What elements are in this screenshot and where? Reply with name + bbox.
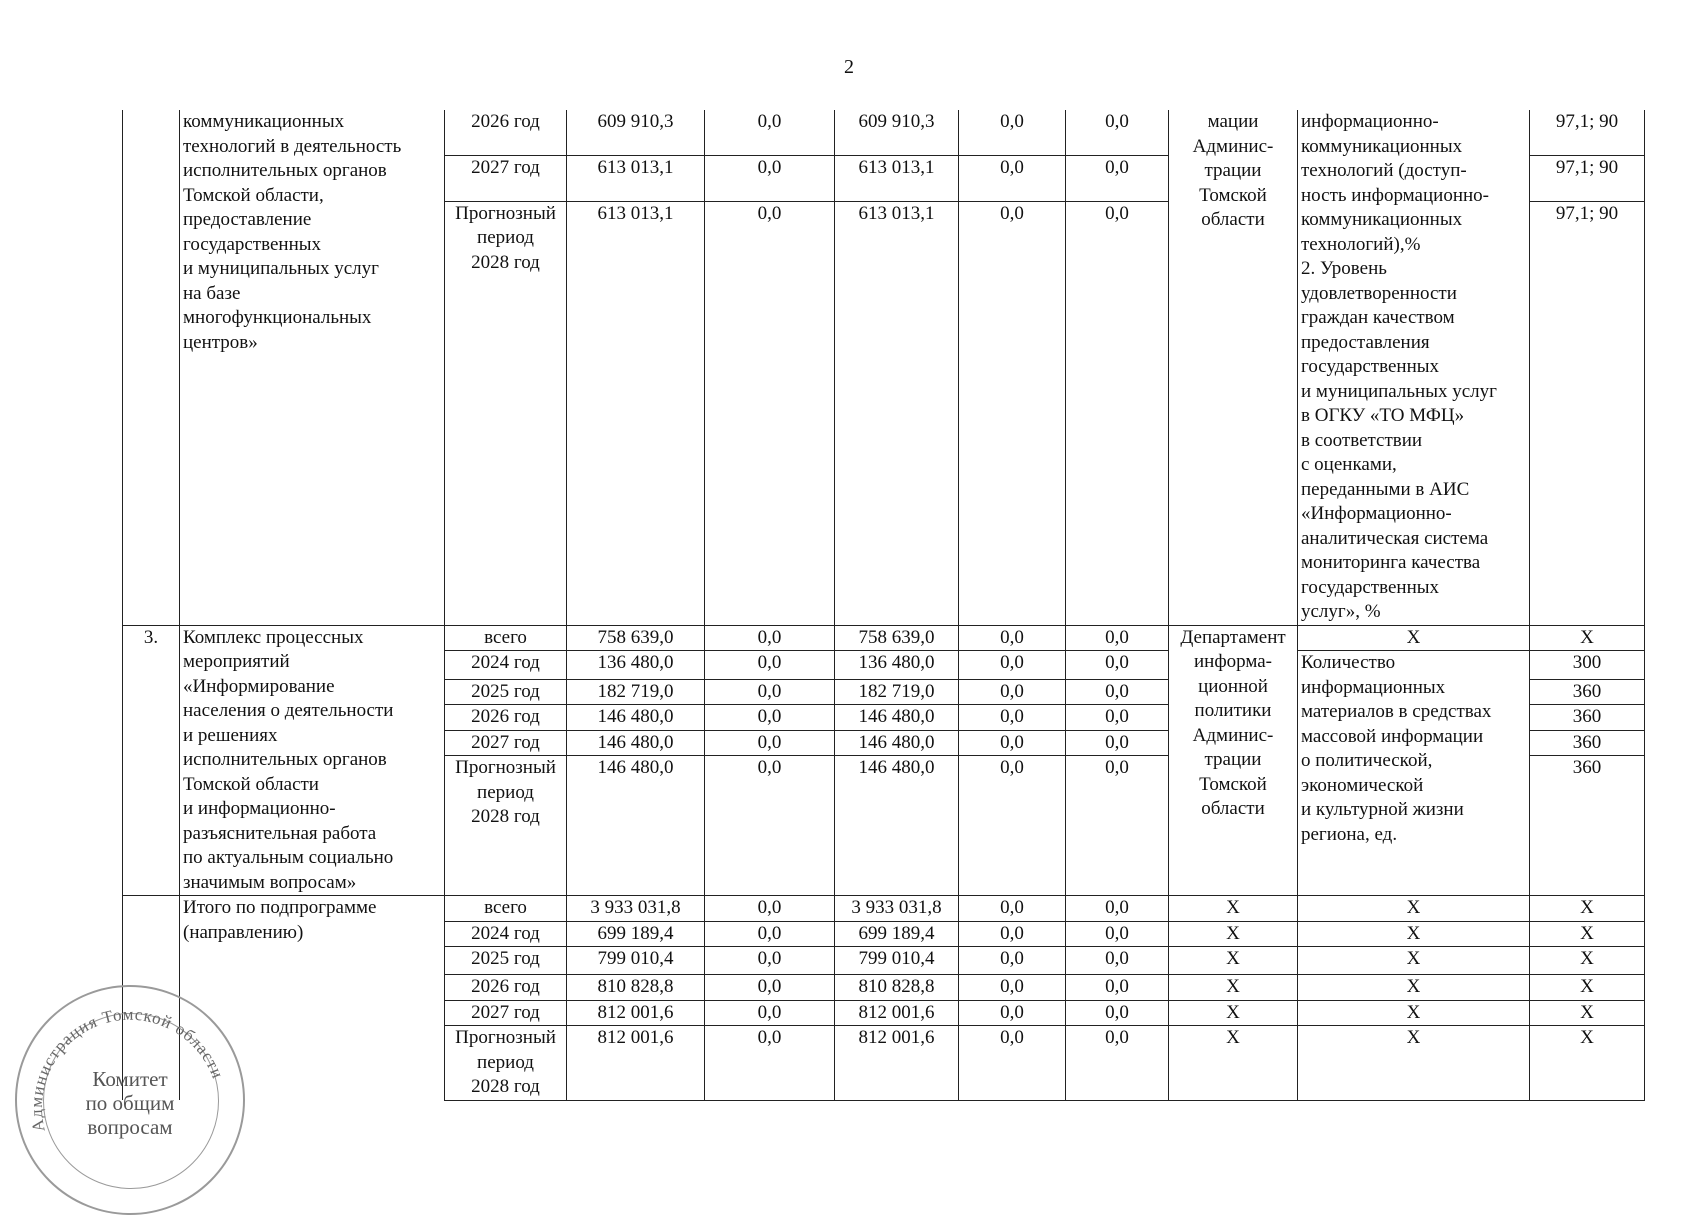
period-cell: всего (445, 896, 567, 922)
responsible-line: Департамент (1180, 626, 1286, 648)
total-cell: 799 010,4 (567, 947, 705, 975)
indicator-line: государственных (1301, 356, 1440, 377)
total-cell: 613 013,1 (567, 155, 705, 201)
responsible-line: Админис- (1192, 135, 1274, 157)
total-cell: 609 910,3 (567, 110, 705, 155)
local-cell: 0,0 (959, 730, 1066, 756)
period-line: Прогнозный (455, 1027, 556, 1048)
period-line: 2028 год (471, 1076, 540, 1097)
federal-cell: 0,0 (705, 679, 835, 705)
item-name-line: многофункциональных (183, 307, 372, 328)
responsible-line: области (1201, 798, 1265, 819)
total-cell: 758 639,0 (567, 625, 705, 651)
indicator-line: государственных (1301, 576, 1440, 598)
responsible-line: Томской (1199, 184, 1267, 206)
period-line: 2028 год (471, 806, 540, 827)
local-cell: 0,0 (959, 1000, 1066, 1026)
period-cell (445, 756, 567, 896)
period-line: период (477, 1051, 534, 1073)
federal-cell: 0,0 (705, 110, 835, 155)
total-cell: 613 013,1 (567, 201, 705, 625)
item-name-line: Комплекс процессных (183, 626, 364, 648)
item-name-line: предоставление (183, 209, 312, 230)
responsible-line: трации (1204, 160, 1262, 181)
federal-cell: 0,0 (705, 975, 835, 1001)
table-row (123, 625, 1645, 651)
responsible-cell (1169, 110, 1298, 625)
indicator-value-cell: X (1530, 1000, 1645, 1026)
regional-cell: 799 010,4 (835, 947, 959, 975)
indicator-line: аналитическая система (1301, 527, 1489, 549)
indicator-line: в ОГКУ «ТО МФЦ» (1301, 405, 1465, 426)
indicator-line: материалов в средствах (1301, 701, 1492, 722)
indicator-value-cell: 97,1; 90 (1530, 155, 1645, 201)
federal-cell: 0,0 (705, 625, 835, 651)
regional-cell: 613 013,1 (835, 155, 959, 201)
item-name-line: Томской области, (183, 184, 324, 206)
period-cell (445, 1026, 567, 1101)
indicator-line: в соответствии (1301, 429, 1423, 451)
indicator-line: информационно- (1301, 111, 1439, 132)
regional-cell: 136 480,0 (835, 651, 959, 680)
indicator-line: Количество (1301, 652, 1396, 673)
period-line: период (477, 227, 534, 248)
extra-budget-cell: 0,0 (1066, 756, 1169, 896)
item-name-line: Томской области (183, 773, 319, 795)
local-cell: 0,0 (959, 975, 1066, 1001)
item-name-line: центров» (183, 331, 258, 353)
indicator-cell (1298, 110, 1530, 625)
item-name-line: коммуникационных (183, 111, 345, 132)
item-name-line: по актуальным социально (183, 847, 394, 868)
federal-cell: 0,0 (705, 201, 835, 625)
indicator-line: удовлетворенности (1301, 282, 1457, 304)
item-name-cell (180, 625, 445, 896)
item-name-line: и информационно- (183, 798, 336, 819)
period-cell: 2025 год (445, 947, 567, 975)
indicator-value-cell: X (1530, 896, 1645, 922)
local-cell: 0,0 (959, 896, 1066, 922)
table-row (123, 110, 1645, 155)
regional-cell: 3 933 031,8 (835, 896, 959, 922)
responsible-line: ционной (1198, 675, 1268, 697)
item-name-line: населения о деятельности (183, 700, 394, 721)
item-name-line: исполнительных органов (183, 749, 387, 770)
seal-line: вопросам (87, 1115, 173, 1139)
responsible-line: политики (1194, 700, 1272, 721)
regional-cell: 146 480,0 (835, 730, 959, 756)
regional-cell: 609 910,3 (835, 110, 959, 155)
responsible-cell (1169, 625, 1298, 896)
indicator-line: и муниципальных услуг (1301, 380, 1497, 402)
indicator-cell: X (1298, 921, 1530, 947)
local-cell: 0,0 (959, 651, 1066, 680)
responsible-cell: X (1169, 1000, 1298, 1026)
indicator-value-cell: 97,1; 90 (1530, 201, 1645, 625)
period-cell: 2024 год (445, 921, 567, 947)
federal-cell: 0,0 (705, 730, 835, 756)
federal-cell: 0,0 (705, 947, 835, 975)
official-seal (15, 985, 245, 1215)
total-cell: 3 933 031,8 (567, 896, 705, 922)
item-name-line: разъяснительная работа (183, 822, 377, 844)
period-cell: 2026 год (445, 705, 567, 731)
extra-budget-cell: 0,0 (1066, 1026, 1169, 1101)
regional-cell: 758 639,0 (835, 625, 959, 651)
indicator-line: с оценками, (1301, 454, 1397, 475)
local-cell: 0,0 (959, 1026, 1066, 1101)
period-cell: 2027 год (445, 155, 567, 201)
responsible-cell: X (1169, 921, 1298, 947)
regional-cell: 812 001,6 (835, 1000, 959, 1026)
indicator-line: 2. Уровень (1301, 258, 1387, 279)
item-name-line: и муниципальных услуг (183, 258, 379, 279)
extra-budget-cell: 0,0 (1066, 679, 1169, 705)
local-cell: 0,0 (959, 625, 1066, 651)
extra-budget-cell: 0,0 (1066, 155, 1169, 201)
period-cell: 2024 год (445, 651, 567, 680)
indicator-cell: X (1298, 1026, 1530, 1101)
total-cell: 810 828,8 (567, 975, 705, 1001)
item-name-line: исполнительных органов (183, 160, 387, 181)
regional-cell: 613 013,1 (835, 201, 959, 625)
period-cell: всего (445, 625, 567, 651)
extra-budget-cell: 0,0 (1066, 730, 1169, 756)
seal-center-text (17, 1067, 243, 1139)
indicator-line: «Информационно- (1301, 503, 1452, 524)
indicator-value-cell: X (1530, 921, 1645, 947)
regional-cell: 699 189,4 (835, 921, 959, 947)
local-cell: 0,0 (959, 201, 1066, 625)
indicator-value-cell: 97,1; 90 (1530, 110, 1645, 155)
item-name-line: «Информирование (183, 675, 335, 697)
period-cell: 2027 год (445, 1000, 567, 1026)
indicator-line: коммуникационных (1301, 209, 1463, 230)
seal-line: по общим (85, 1091, 175, 1115)
total-cell: 812 001,6 (567, 1000, 705, 1026)
regional-cell: 810 828,8 (835, 975, 959, 1001)
total-cell: 146 480,0 (567, 730, 705, 756)
indicator-line: услуг», % (1301, 601, 1381, 622)
local-cell: 0,0 (959, 947, 1066, 975)
indicator-line: информационных (1301, 676, 1446, 698)
total-cell: 146 480,0 (567, 756, 705, 896)
indicator-value-cell: X (1530, 1026, 1645, 1101)
indicator-value-cell: 300 (1530, 651, 1645, 680)
responsible-line: области (1201, 209, 1265, 230)
indicator-value-cell: 360 (1530, 705, 1645, 731)
indicator-line: о политической, (1301, 750, 1433, 771)
period-cell: 2026 год (445, 110, 567, 155)
total-cell: 812 001,6 (567, 1026, 705, 1101)
extra-budget-cell: 0,0 (1066, 921, 1169, 947)
federal-cell: 0,0 (705, 1026, 835, 1101)
total-cell: 136 480,0 (567, 651, 705, 680)
responsible-cell: X (1169, 947, 1298, 975)
indicator-value-cell: X (1530, 975, 1645, 1001)
responsible-line: Админис- (1192, 724, 1274, 746)
total-cell: 182 719,0 (567, 679, 705, 705)
total-cell: 146 480,0 (567, 705, 705, 731)
indicator-line: технологий),% (1301, 233, 1421, 255)
federal-cell: 0,0 (705, 896, 835, 922)
period-line: Прогнозный (455, 757, 556, 778)
regional-cell: 146 480,0 (835, 756, 959, 896)
indicator-cell: X (1298, 625, 1530, 651)
local-cell: 0,0 (959, 705, 1066, 731)
regional-cell: 812 001,6 (835, 1026, 959, 1101)
item-name-line: технологий в деятельность (183, 135, 402, 157)
extra-budget-cell: 0,0 (1066, 651, 1169, 680)
indicator-cell (1298, 651, 1530, 896)
extra-budget-cell: 0,0 (1066, 110, 1169, 155)
federal-cell: 0,0 (705, 705, 835, 731)
indicator-line: граждан качеством (1301, 307, 1455, 328)
local-cell: 0,0 (959, 679, 1066, 705)
budget-table (122, 110, 1645, 1101)
item-name-line: мероприятий (183, 651, 290, 672)
federal-cell: 0,0 (705, 1000, 835, 1026)
row-number-cell (123, 110, 180, 625)
local-cell: 0,0 (959, 756, 1066, 896)
responsible-cell: X (1169, 975, 1298, 1001)
extra-budget-cell: 0,0 (1066, 705, 1169, 731)
local-cell: 0,0 (959, 155, 1066, 201)
item-name-cell (180, 110, 445, 625)
indicator-value-cell: 360 (1530, 730, 1645, 756)
svg-text:Администрация Томской области: Администрация Томской области (26, 1004, 228, 1134)
indicator-value-cell: 360 (1530, 756, 1645, 896)
indicator-value-cell: X (1530, 625, 1645, 651)
regional-cell: 146 480,0 (835, 705, 959, 731)
federal-cell: 0,0 (705, 651, 835, 680)
page-number: 2 (844, 56, 854, 78)
row-number-cell: 3. (123, 625, 180, 896)
extra-budget-cell: 0,0 (1066, 947, 1169, 975)
item-name-line: (направлению) (183, 921, 304, 943)
responsible-line: Томской (1199, 773, 1267, 795)
period-line: Прогнозный (455, 202, 556, 224)
item-name-line: и решениях (183, 724, 278, 746)
indicator-cell: X (1298, 896, 1530, 922)
period-cell: 2027 год (445, 730, 567, 756)
period-cell: 2025 год (445, 679, 567, 705)
responsible-line: информа- (1193, 651, 1272, 672)
period-cell (445, 201, 567, 625)
indicator-line: ность информационно- (1301, 184, 1489, 206)
item-name-line: на базе (183, 282, 241, 304)
indicator-line: коммуникационных (1301, 135, 1463, 157)
budget-table-wrapper (122, 110, 1645, 1101)
indicator-line: мониторинга качества (1301, 552, 1481, 573)
indicator-line: региона, ед. (1301, 823, 1398, 845)
table-row (123, 896, 1645, 922)
indicator-line: предоставления (1301, 331, 1430, 353)
seal-line: Комитет (92, 1067, 168, 1091)
indicator-value-cell: X (1530, 947, 1645, 975)
federal-cell: 0,0 (705, 155, 835, 201)
period-line: 2028 год (471, 251, 540, 273)
federal-cell: 0,0 (705, 756, 835, 896)
indicator-line: переданными в АИС (1301, 478, 1470, 500)
federal-cell: 0,0 (705, 921, 835, 947)
indicator-value-cell: 360 (1530, 679, 1645, 705)
item-name-line: значимым вопросам» (183, 871, 357, 893)
indicator-cell: X (1298, 1000, 1530, 1026)
extra-budget-cell: 0,0 (1066, 896, 1169, 922)
indicator-line: технологий (доступ- (1301, 160, 1467, 181)
extra-budget-cell: 0,0 (1066, 625, 1169, 651)
indicator-cell: X (1298, 947, 1530, 975)
total-cell: 699 189,4 (567, 921, 705, 947)
period-cell: 2026 год (445, 975, 567, 1001)
item-name-line: Итого по подпрограмме (183, 897, 377, 918)
responsible-cell: X (1169, 1026, 1298, 1101)
responsible-cell: X (1169, 896, 1298, 922)
regional-cell: 182 719,0 (835, 679, 959, 705)
extra-budget-cell: 0,0 (1066, 1000, 1169, 1026)
indicator-cell: X (1298, 975, 1530, 1001)
responsible-line: трации (1204, 749, 1262, 770)
indicator-line: массовой информации (1301, 725, 1484, 747)
period-line: период (477, 781, 534, 803)
extra-budget-cell: 0,0 (1066, 975, 1169, 1001)
indicator-line: и культурной жизни (1301, 799, 1464, 820)
local-cell: 0,0 (959, 110, 1066, 155)
indicator-line: экономической (1301, 774, 1424, 796)
extra-budget-cell: 0,0 (1066, 201, 1169, 625)
item-name-line: государственных (183, 233, 322, 255)
responsible-line: мации (1207, 111, 1259, 132)
local-cell: 0,0 (959, 921, 1066, 947)
